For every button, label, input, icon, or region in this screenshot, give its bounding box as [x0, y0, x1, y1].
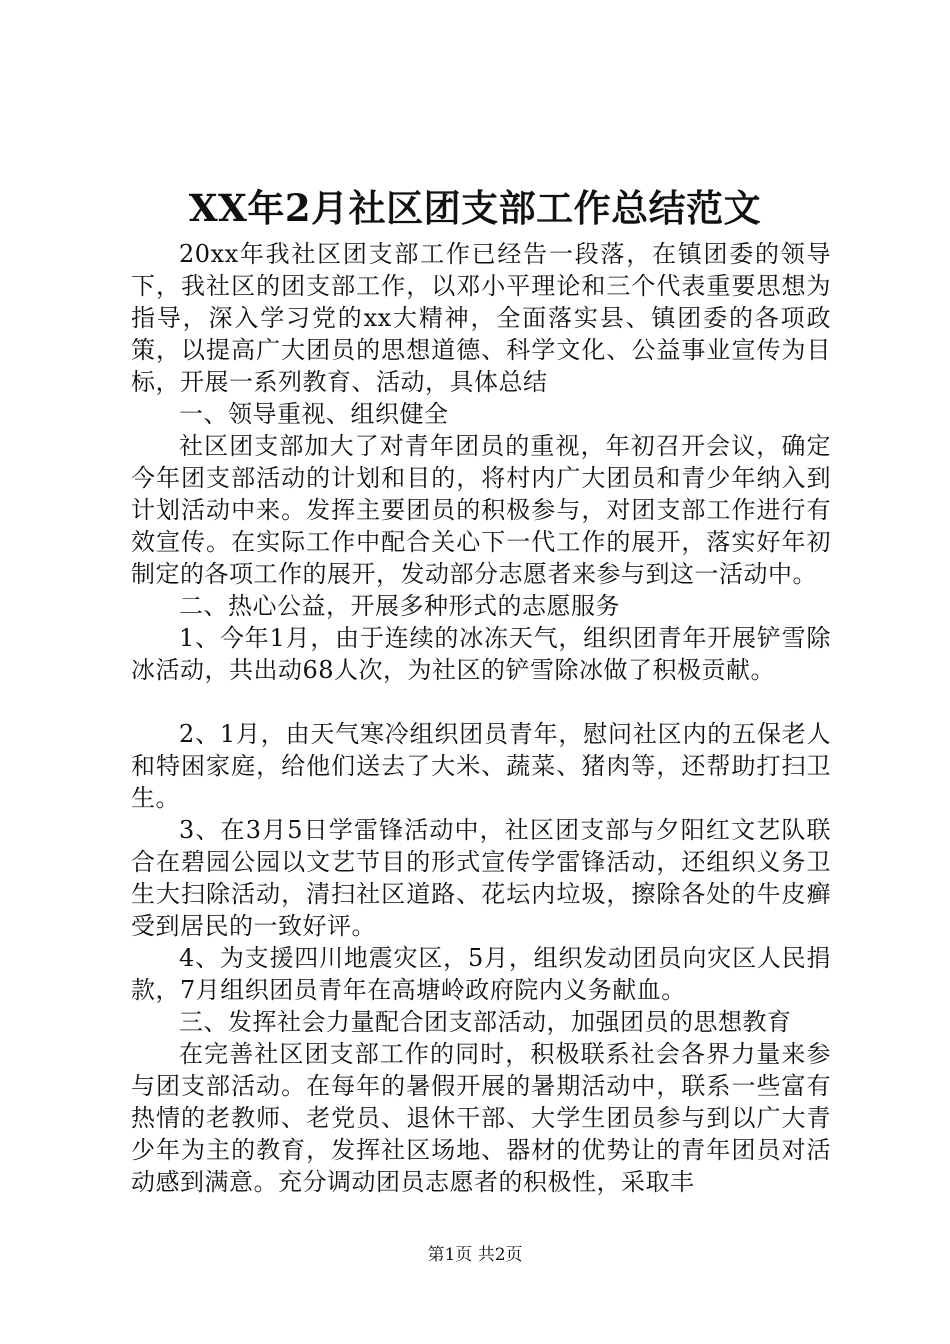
list-item-2: 2、1月，由天气寒冷组织团员青年，慰问社区内的五保老人和特困家庭，给他们送去了大米、蔬菜、猪肉等，还帮助打扫卫生。 [131, 720, 831, 812]
document-title: XX年2月社区团支部工作总结范文 [188, 186, 762, 230]
section-heading-3: 三、发挥社会力量配合团支部活动，加强团员的思想教育 [179, 1008, 792, 1036]
document-body [131, 238, 831, 1198]
list-item-3: 3、在3月5日学雷锋活动中，社区团支部与夕阳红文艺队联合在碧园公园以文艺节目的形式宣传学雷锋活动，还组织义务卫生大扫除活动，清扫社区道路、花坛内垃圾，擦除各处的牛皮癣受到居民的一致好评。 [131, 816, 831, 940]
paragraph-section-3: 在完善社区团支部工作的同时，积极联系社会各界力量来参与团支部活动。在每年的暑假开展的暑期活动中，联系一些富有热情的老教师、老党员、退休干部、大学生团员参与到以广大青少年为主的教育，发挥社区场地、器材的优势让的青年团员对活动感到满意。充分调动团员志愿者的积极性，采取丰 [131, 1040, 831, 1196]
paragraph-intro: 20xx年我社区团支部工作已经告一段落，在镇团委的领导下，我社区的团支部工作，以邓小平理论和三个代表重要思想为指导，深入学习党的xx大精神，全面落实县、镇团委的各项政策，以提高广大团员的思想道德、科学文化、公益事业宣传为目标，开展一系列教育、活动，具体总结 [131, 240, 831, 396]
section-heading-1: 一、领导重视、组织健全 [179, 400, 449, 428]
section-heading-2: 二、热心公益，开展多种形式的志愿服务 [179, 592, 620, 620]
paragraph-section-1: 社区团支部加大了对青年团员的重视，年初召开会议，确定今年团支部活动的计划和目的，将村内广大团员和青少年纳入到计划活动中来。发挥主要团员的积极参与，对团支部工作进行有效宣传。在实际工作中配合关心下一代工作的展开，落实好年初制定的各项工作的展开，发动部分志愿者来参与到这一活动中。 [131, 432, 831, 588]
page-footer: 第1页 共2页 [427, 1245, 523, 1265]
list-item-4: 4、为支援四川地震灾区，5月，组织发动团员向灾区人民捐款，7月组织团员青年在高塘岭政府院内义务献血。 [131, 944, 831, 1004]
list-item-1: 1、今年1月，由于连续的冰冻天气，组织团青年开展铲雪除冰活动，共出动68人次，为社区的铲雪除冰做了积极贡献。 [131, 624, 831, 684]
